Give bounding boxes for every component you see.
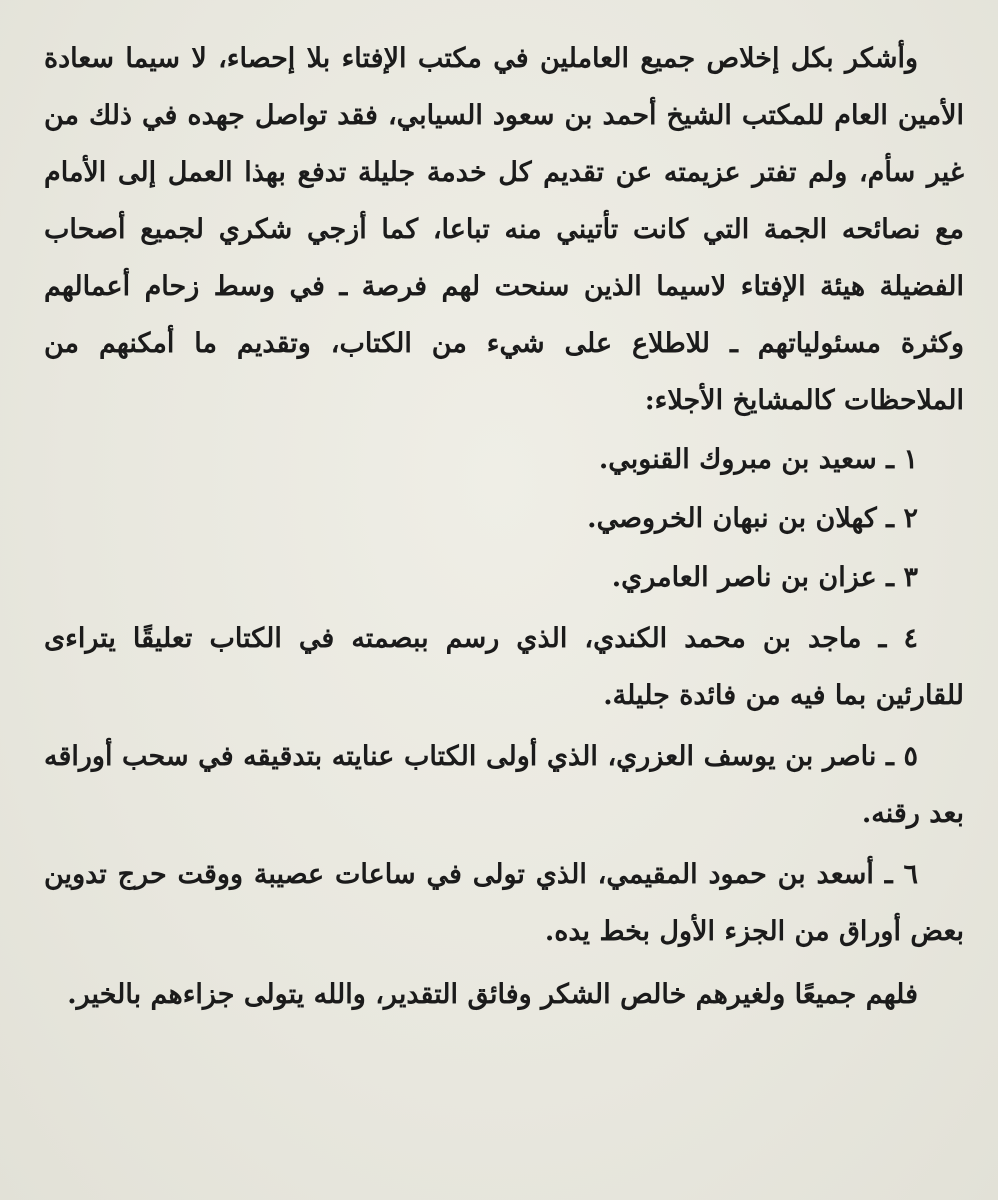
closing-paragraph: فلهم جميعًا ولغيرهم خالص الشكر وفائق التقدير، والله يتولى جزاءهم بالخير. — [67, 979, 918, 1010]
list-item: ١ ـ سعيد بن مبروك القنوبي. — [598, 444, 918, 475]
acknowledgement-list — [44, 431, 964, 960]
list-item: ٦ ـ أسعد بن حمود المقيمي، الذي تولى في ساعات عصيبة ووقت حرج تدوين بعض أوراق من الجزء الأول بخط يده. — [44, 859, 964, 947]
list-item: ٢ ـ كهلان بن نبهان الخروصي. — [587, 503, 918, 534]
list-item: ٣ ـ عزان بن ناصر العامري. — [611, 562, 918, 593]
list-item: ٥ ـ ناصر بن يوسف العزري، الذي أولى الكتاب عنايته بتدقيقه في سحب أوراقه بعد رقنه. — [44, 741, 964, 829]
list-item: ٤ ـ ماجد بن محمد الكندي، الذي رسم ببصمته في الكتاب تعليقًا يتراءى للقارئين بما فيه من فائدة جليلة. — [44, 623, 964, 711]
opening-paragraph: وأشكر بكل إخلاص جميع العاملين في مكتب الإفتاء بلا إحصاء، لا سيما سعادة الأمين العام للمكتب الشيخ أحمد بن سعود السيابي، فقد تواصل جهده في ذلك من غير سأم، ولم تفتر عزيمته عن تقديم كل خدمة جليلة تدفع بهذا العمل إلى الأمام مع نصائحه الجمة التي كانت تأتيني منه تباعا، كما أزجي شكري لجميع أصحاب الفضيلة هيئة الإفتاء لاسيما الذين سنحت لهم فرصة ـ في وسط زحام أعمالهم وكثرة مسئولياتهم ـ للاطلاع على شيء من الكتاب، وتقديم ما أمكنهم من الملاحظات كالمشايخ الأجلاء: — [44, 43, 964, 416]
